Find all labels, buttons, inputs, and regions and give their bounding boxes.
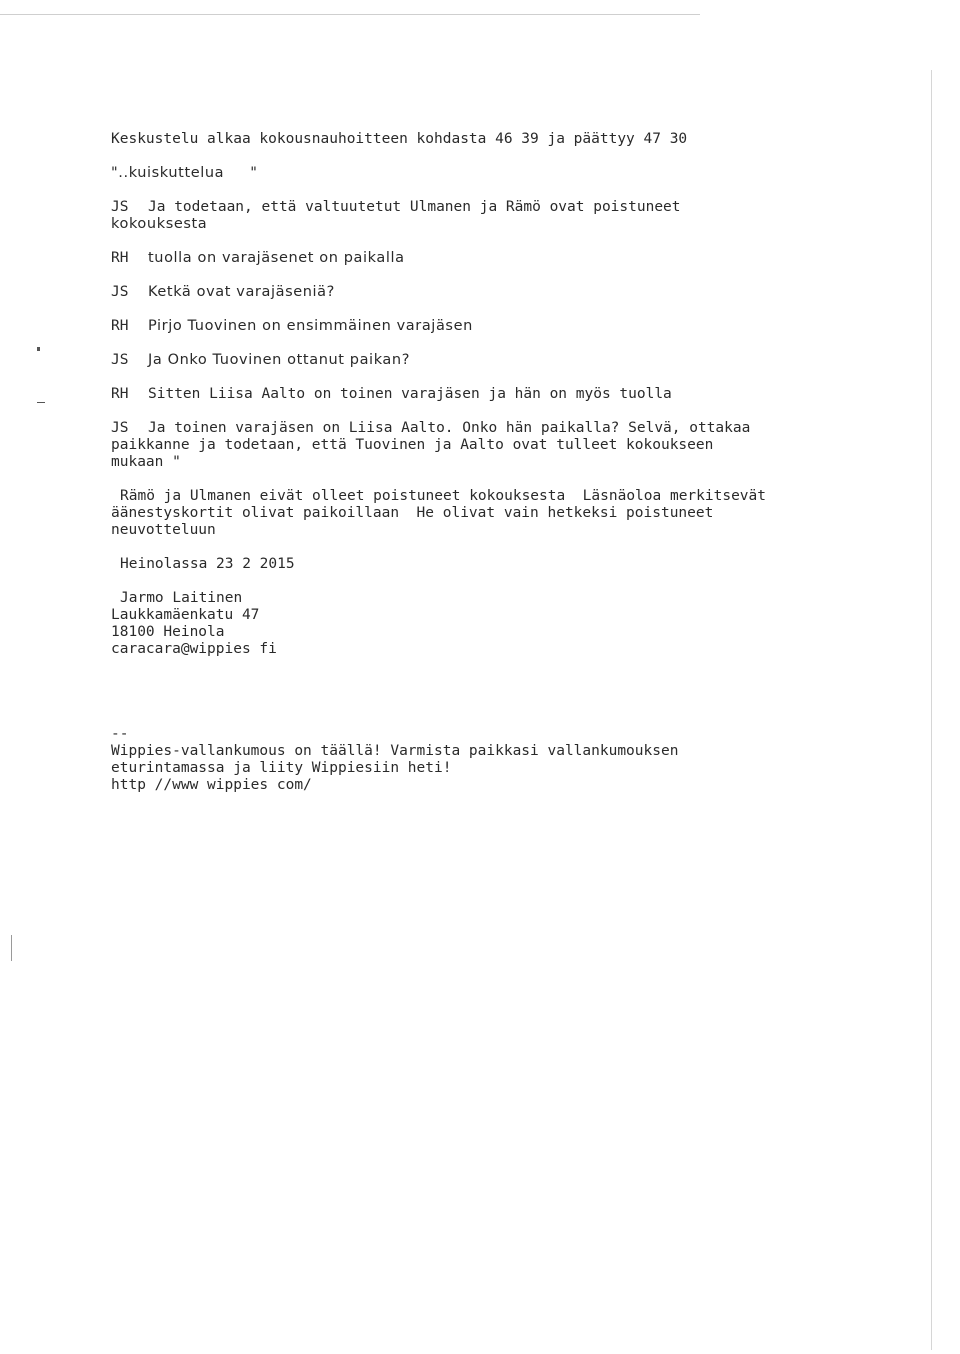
scan-edge-right (931, 70, 932, 1350)
scan-edge-left (11, 935, 12, 961)
dialogue-final (111, 420, 921, 471)
dialogue-continuation: kokouksesta (111, 216, 208, 232)
dialogue-4 (111, 352, 921, 369)
dialogue-3 (111, 318, 921, 335)
scan-edge-top (0, 14, 700, 15)
dialogue-1 (111, 250, 921, 267)
dialogue-text: Ja toinen varajäsen on Liisa Aalto. Onko hän paikalla? Selvä, ottakaa (148, 420, 751, 436)
intro-line: Keskustelu alkaa kokousnauhoitteen kohdasta 46 39 ja päättyy 47 30 (111, 131, 688, 147)
speaker-label: RH (111, 318, 129, 334)
speaker-label: JS (111, 199, 129, 215)
speaker-label: RH (111, 250, 129, 266)
signature-block (111, 590, 921, 658)
whisper-line: "..kuiskuttelua " (111, 165, 258, 181)
note-line: Rämö ja Ulmanen eivät olleet poistuneet kokouksesta Läsnäoloa merkitsevät (120, 488, 767, 504)
note-paragraph (111, 488, 921, 539)
footer-line: Wippies-vallankumous on täällä! Varmista paikkasi vallankumouksen (111, 743, 679, 759)
place-date: Heinolassa 23 2 2015 (120, 556, 295, 572)
signature-city: 18100 Heinola (111, 624, 225, 640)
dialogue-2 (111, 284, 921, 301)
dialogue-text: Ja todetaan, että valtuutetut Ulmanen ja Rämö ovat poistuneet (148, 199, 681, 215)
dialogue-text: tuolla on varajäsenet on paikalla (148, 250, 405, 266)
speaker-label: JS (111, 420, 129, 436)
transcript-document (111, 131, 921, 794)
signature-street: Laukkamäenkatu 47 (111, 607, 260, 623)
footer-line: eturintamassa ja liity Wippiesiin heti! (111, 760, 452, 776)
dialogue-5 (111, 386, 921, 403)
note-line: äänestyskortit olivat paikoillaan He olivat vain hetkeksi poistuneet (111, 505, 714, 521)
signature-email: caracara@wippies fi (111, 641, 277, 657)
dialogue-text: Pirjo Tuovinen on ensimmäinen varajäsen (148, 318, 473, 334)
speaker-label: JS (111, 284, 129, 300)
margin-mark (37, 347, 40, 351)
dialogue-text: Ja Onko Tuovinen ottanut paikan? (148, 352, 411, 368)
margin-dash (37, 402, 45, 403)
dialogue-continuation: mukaan " (111, 454, 181, 470)
footer-url: http //www wippies com/ (111, 777, 312, 793)
dialogue-continuation: paikkanne ja todetaan, että Tuovinen ja Aalto ovat tulleet kokoukseen (111, 437, 714, 453)
dialogue-text: Sitten Liisa Aalto on toinen varajäsen ja hän on myös tuolla (148, 386, 672, 402)
signature-name: Jarmo Laitinen (120, 590, 243, 606)
speaker-label: JS (111, 352, 129, 368)
email-footer (111, 726, 921, 794)
footer-separator: -- (111, 726, 129, 742)
dialogue-0 (111, 199, 921, 233)
speaker-label: RH (111, 386, 129, 402)
dialogue-text: Ketkä ovat varajäseniä? (148, 284, 335, 300)
note-line: neuvotteluun (111, 522, 216, 538)
